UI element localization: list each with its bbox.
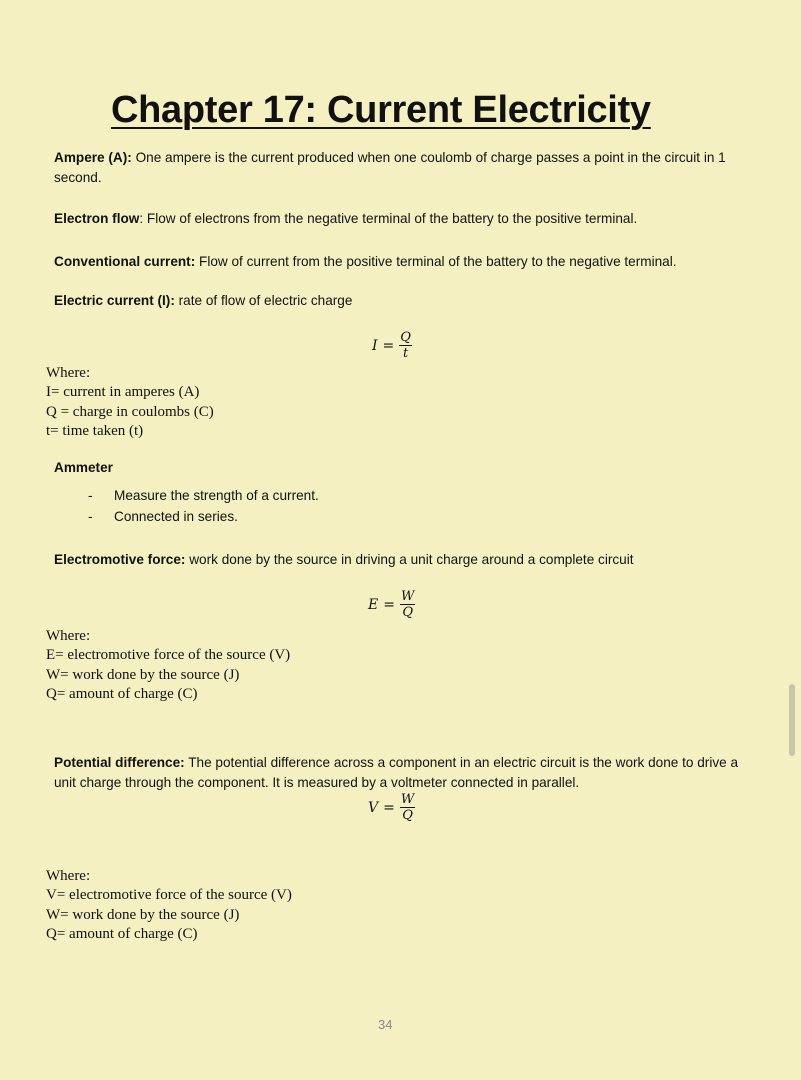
electron-flow-term: Electron flow [54,211,140,226]
formula-equals: = [383,596,395,613]
where-line: V= electromotive force of the source (V) [46,887,292,904]
conventional-current-text: Flow of current from the positive terminal of the battery to the negative terminal. [195,254,677,269]
conventional-current-definition [54,252,744,272]
where-label: Where: [46,365,91,381]
ampere-text: One ampere is the current produced when one coulomb of charge passes a point in the circuit in 1 second. [54,150,726,185]
emf-formula [368,589,415,620]
bullet-text: Measure the strength of a current. [114,488,319,503]
where-line: t= time taken (t) [46,422,144,439]
ampere-term: Ampere (A): [54,150,132,165]
formula-denominator: t [402,346,409,361]
where-line: W= work done by the source (J) [46,666,240,683]
formula-equals: = [382,337,395,354]
electric-current-term: Electric current (I): [54,293,175,308]
where-line: I= current in amperes (A) [46,384,200,401]
list-item [88,506,319,527]
potential-difference-term: Potential difference: [54,755,185,770]
where-pd-block [46,867,292,944]
formula-lhs: E [368,596,379,613]
electric-current-definition [54,291,744,311]
potential-difference-text: The potential difference across a component in an electric circuit is the work done to drive a unit charge through the component. It is measured by a voltmeter connected in parallel. [54,755,739,790]
where-label: Where: [46,868,91,884]
formula-numerator: W [400,589,415,604]
bullet-text: Connected in series. [114,509,238,524]
potential-difference-definition [54,753,754,792]
where-line: Q= amount of charge (C) [46,925,198,942]
where-emf-block [46,627,290,704]
vertical-scrollbar[interactable] [789,684,795,756]
ammeter-heading: Ammeter [54,460,113,475]
formula-fraction [399,330,412,361]
formula-numerator: W [400,792,415,807]
emf-text: work done by the source in driving a unit charge around a complete circuit [185,552,634,567]
conventional-current-term: Conventional current: [54,254,196,269]
formula-fraction [400,589,415,620]
ampere-definition [54,148,744,187]
formula-fraction [400,792,415,823]
where-line: E= electromotive force of the source (V) [46,647,291,664]
bullet-dash: - [88,488,93,503]
emf-definition [54,550,744,570]
formula-denominator: Q [402,808,413,823]
formula-lhs: V [368,799,379,816]
electric-current-text: rate of flow of electric charge [174,293,353,308]
ammeter-bullet-list [88,485,319,527]
where-line: W= work done by the source (J) [46,906,240,923]
current-formula [372,330,412,361]
pd-formula [368,792,415,823]
formula-lhs: I [372,337,378,354]
formula-denominator: Q [402,605,413,620]
bullet-dash: - [88,509,93,524]
electron-flow-text: : Flow of electrons from the negative terminal of the battery to the positive terminal. [139,211,638,226]
emf-term: Electromotive force: [54,552,186,567]
where-label: Where: [46,628,91,644]
where-line: Q= amount of charge (C) [46,685,198,702]
electron-flow-definition [54,209,744,229]
page-title: Chapter 17: Current Electricity [111,89,651,131]
list-item [88,485,319,506]
where-line: Q = charge in coulombs (C) [46,403,214,420]
formula-numerator: Q [400,330,411,345]
page-number: 34 [378,1017,393,1032]
formula-equals: = [383,799,395,816]
where-current-block [46,364,214,441]
